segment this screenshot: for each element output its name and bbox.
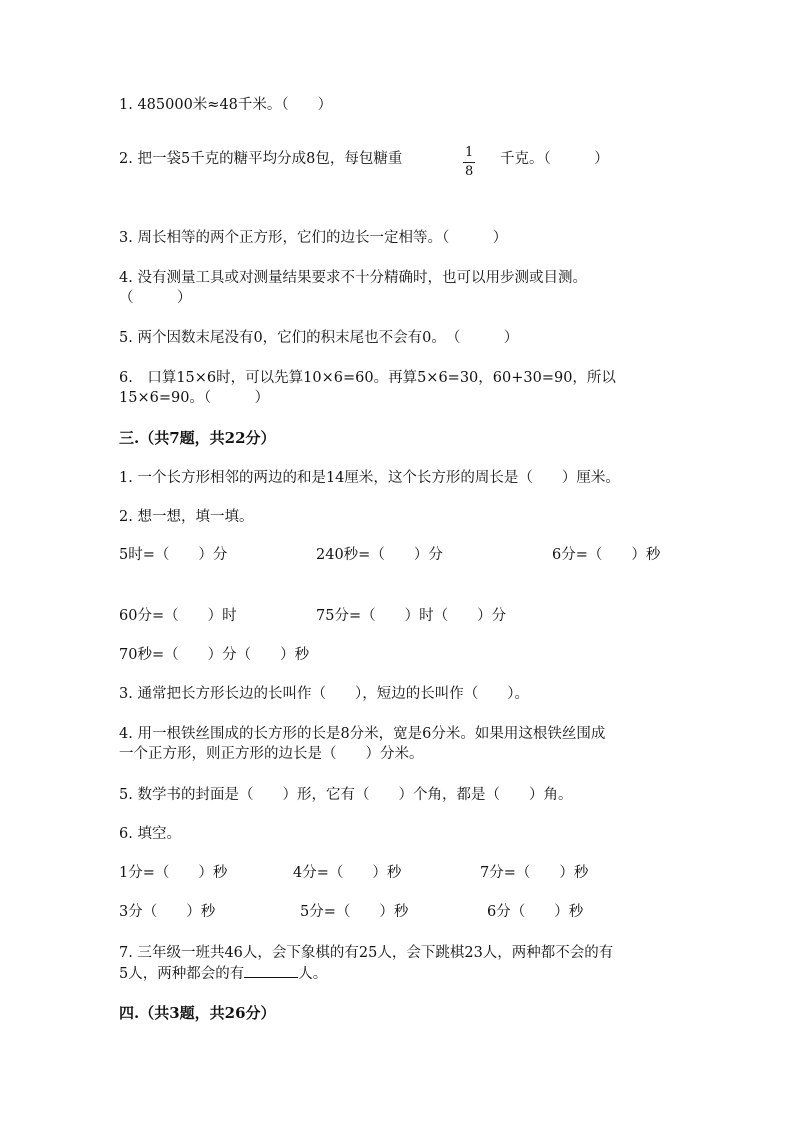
question-3-1: 1. 一个长方形相邻的两边的和是14厘米，这个长方形的周长是（ ）厘米。 <box>119 470 620 486</box>
fill-cell: 6分（ ）秒 <box>487 904 584 920</box>
section-4-heading: 四.（共3题，共26分） <box>119 1004 276 1022</box>
question-3-7-unit: 人。 <box>298 966 328 982</box>
fraction-bar <box>463 162 475 163</box>
question-2-2 <box>119 149 402 169</box>
question-3-7-text: 5人，两种都会的有 <box>119 966 245 982</box>
fraction-numerator: 1 <box>465 145 474 160</box>
fill-cell: 5时=（ ）分 <box>119 547 228 563</box>
fill-cell: 3分（ ）秒 <box>119 904 216 920</box>
fill-cell: 60分=（ ）时 <box>119 608 237 624</box>
question-2-4-line2: （ ） <box>119 290 192 306</box>
question-2-3: 3. 周长相等的两个正方形，它们的边长一定相等。（ ） <box>119 230 508 246</box>
fill-cell: 70秒=（ ）分（ ）秒 <box>119 647 310 663</box>
fill-cell: 5分=（ ）秒 <box>300 904 409 920</box>
question-2-4-line1: 4. 没有测量工具或对测量结果要求不十分精确时，也可以用步测或目测。 <box>119 270 587 286</box>
question-3-7-line1: 7. 三年级一班共46人，会下象棋的有25人，会下跳棋23人，两种都不会的有 <box>119 945 614 961</box>
fill-cell: 240秒=（ ）分 <box>316 547 443 563</box>
question-3-7-line2 <box>119 963 327 984</box>
section-3-heading: 三.（共7题，共22分） <box>119 429 276 447</box>
question-2-6-line2: 15×6=90。（ ） <box>119 390 270 406</box>
question-3-2: 2. 想一想，填一填。 <box>119 509 254 525</box>
fill-cell: 7分=（ ）秒 <box>480 865 589 881</box>
fraction-denominator: 8 <box>465 164 474 179</box>
question-2-1: 1. 485000米≈48千米。（ ） <box>119 97 333 113</box>
question-3-4-line2: 一个正方形，则正方形的边长是（ ）分米。 <box>119 746 424 762</box>
fill-cell: 1分=（ ）秒 <box>119 865 228 881</box>
answer-blank[interactable] <box>244 963 298 978</box>
question-2-2-unit: 千克。（ ） <box>500 151 609 167</box>
question-2-5: 5. 两个因数末尾没有0，它们的积末尾也不会有0。 （ ） <box>119 330 519 346</box>
question-3-3: 3. 通常把长方形长边的长叫作（ ），短边的长叫作（ ）。 <box>119 686 529 702</box>
fill-cell: 6分=（ ）秒 <box>552 547 661 563</box>
question-2-2-text: 2. 把一袋5千克的糖平均分成8包，每包糖重 <box>119 151 403 167</box>
question-3-5: 5. 数学书的封面是（ ）形，它有（ ）个角，都是（ ）角。 <box>119 787 573 803</box>
fill-cell: 75分=（ ）时（ ）分 <box>316 608 507 624</box>
fraction-one-eighth <box>463 145 475 180</box>
question-2-6-line1: 6. 口算15×6时，可以先算10×6=60。再算5×6=30，60+30=90，所以 <box>119 370 616 386</box>
question-3-4-line1: 4. 用一根铁丝围成的长方形的长是8分米，宽是6分米。如果用这根铁丝围成 <box>119 726 606 742</box>
fill-cell: 4分=（ ）秒 <box>293 865 402 881</box>
question-3-6: 6. 填空。 <box>119 826 181 842</box>
